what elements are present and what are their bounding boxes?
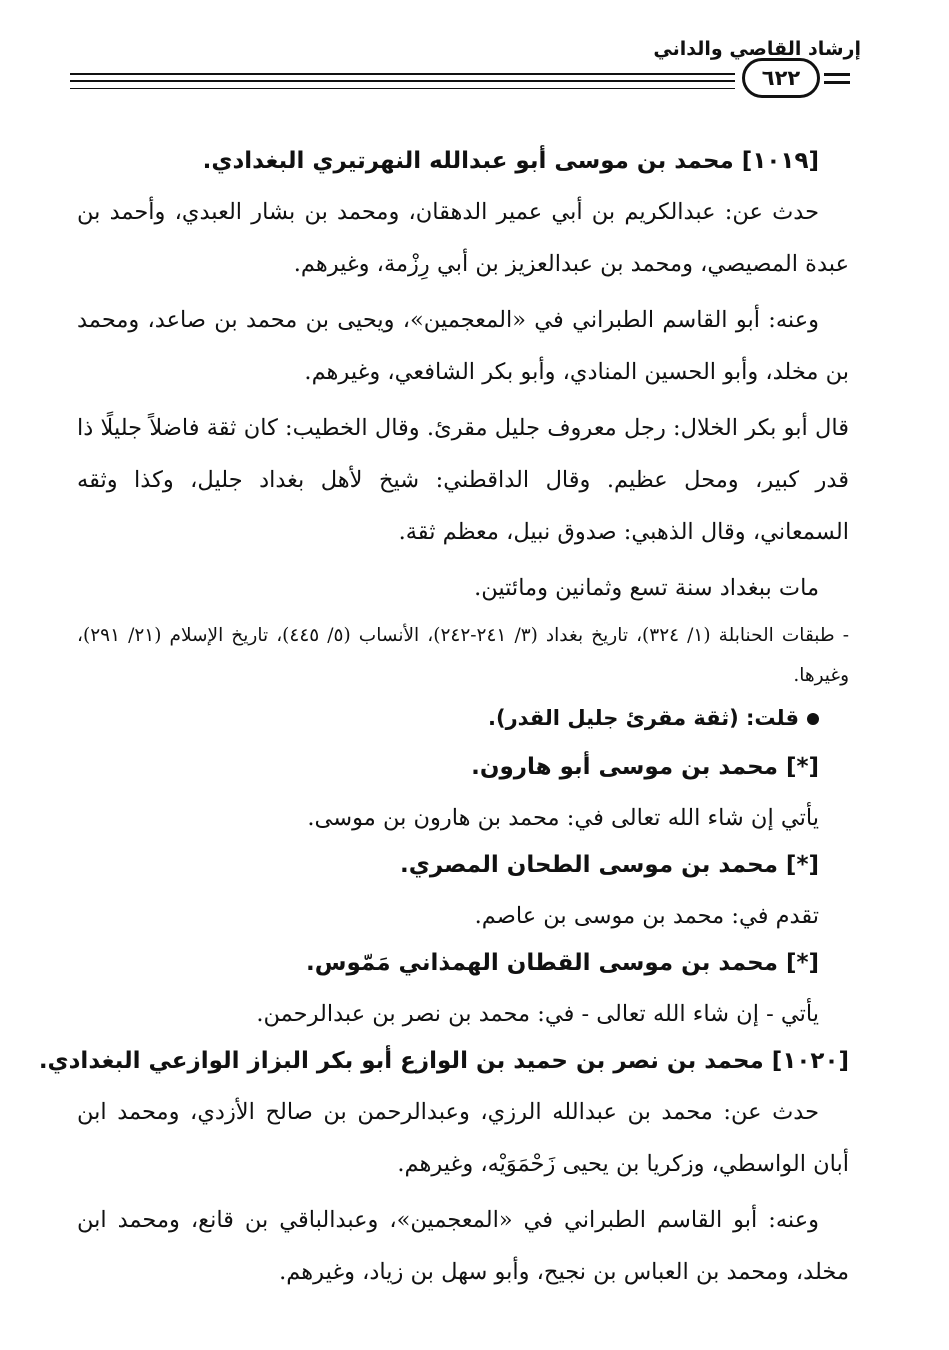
cross-ref-text: يأتي إن شاء الله تعالى في: محمد بن هارون بن موسى. <box>307 805 819 831</box>
verdict-text: قلت: (ثقة مقرئ جليل القدر). <box>488 706 799 730</box>
heard-from-paragraph: حدث عن: عبدالكريم بن أبي عمير الدهقان، ومحمد بن بشار العبدي، وأحمد بن عبدة المصيصي، ومحمد بن عبدالعزيز بن أبي رِزْمة، وغيرهم. <box>77 199 849 277</box>
cross-ref-text: يأتي - إن شاء الله تعالى - في: محمد بن نصر بن عبدالرحمن. <box>256 1001 819 1027</box>
death-paragraph: مات ببغداد سنة تسع وثمانين ومائتين. <box>474 575 819 601</box>
header-dash <box>824 73 850 76</box>
header-rule <box>70 73 735 75</box>
running-title: إرشاد القاصي والداني <box>653 38 861 60</box>
sources-footnote: - طبقات الحنابلة (١/ ٣٢٤)، تاريخ بغداد (٣/ ٢٤١-٢٤٢)، الأنساب (٥/ ٤٤٥)، تاريخ الإسلام (٢١/ ٢٩١)، وغيرها. <box>77 625 849 686</box>
bullet-icon <box>807 713 819 725</box>
header-rule <box>70 88 735 89</box>
page-body <box>38 140 849 1298</box>
entry-heading: [١٠١٩] محمد بن موسى أبو عبدالله النهرتيري البغدادي. <box>202 148 819 174</box>
narrators-paragraph: وعنه: أبو القاسم الطبراني في «المعجمين»، ويحيى بن محمد بن صاعد، ومحمد بن مخلد، وأبو الحسين المنادي، وأبو بكر الشافعي، وغيرهم. <box>77 307 849 385</box>
cross-ref-text: تقدم في: محمد بن موسى بن عاصم. <box>474 903 819 929</box>
heard-from-paragraph: حدث عن: محمد بن عبدالله الرزي، وعبدالرحمن بن صالح الأزدي، ومحمد ابن أبان الواسطي، وزكريا بن يحيى زَحْمَوَيْه، وغيرهم. <box>77 1099 849 1177</box>
page-number: ٦٢٢ <box>742 58 820 98</box>
opinions-paragraph: قال أبو بكر الخلال: رجل معروف جليل مقرئ. وقال الخطيب: كان ثقة فاضلاً جليلًا ذا قدر كبير، ومحل عظيم. وقال الداقطني: شيخ لأهل بغداد جليل، وكذا وثقه السمعاني، وقال الذهبي: صدوق نبيل، معظم ثقة. <box>77 415 849 545</box>
cross-ref-heading: [*] محمد بن موسى القطان الهمذاني مَمّوس. <box>306 950 819 976</box>
cross-ref-heading: [*] محمد بن موسى الطحان المصري. <box>400 852 819 878</box>
cross-ref-heading: [*] محمد بن موسى أبو هارون. <box>471 754 819 780</box>
header-dash <box>824 81 850 84</box>
verdict-note <box>77 696 819 740</box>
entry-heading: [١٠٢٠] محمد بن نصر بن حميد بن الوازع أبو بكر البزاز الوازعي البغدادي. <box>38 1048 849 1074</box>
header-rule <box>70 80 735 82</box>
narrators-paragraph: وعنه: أبو القاسم الطبراني في «المعجمين»، وعبدالباقي بن قانع، ومحمد ابن مخلد، ومحمد بن العباس بن نجيح، وأبو سهل بن زياد، وغيرهم. <box>77 1207 849 1285</box>
